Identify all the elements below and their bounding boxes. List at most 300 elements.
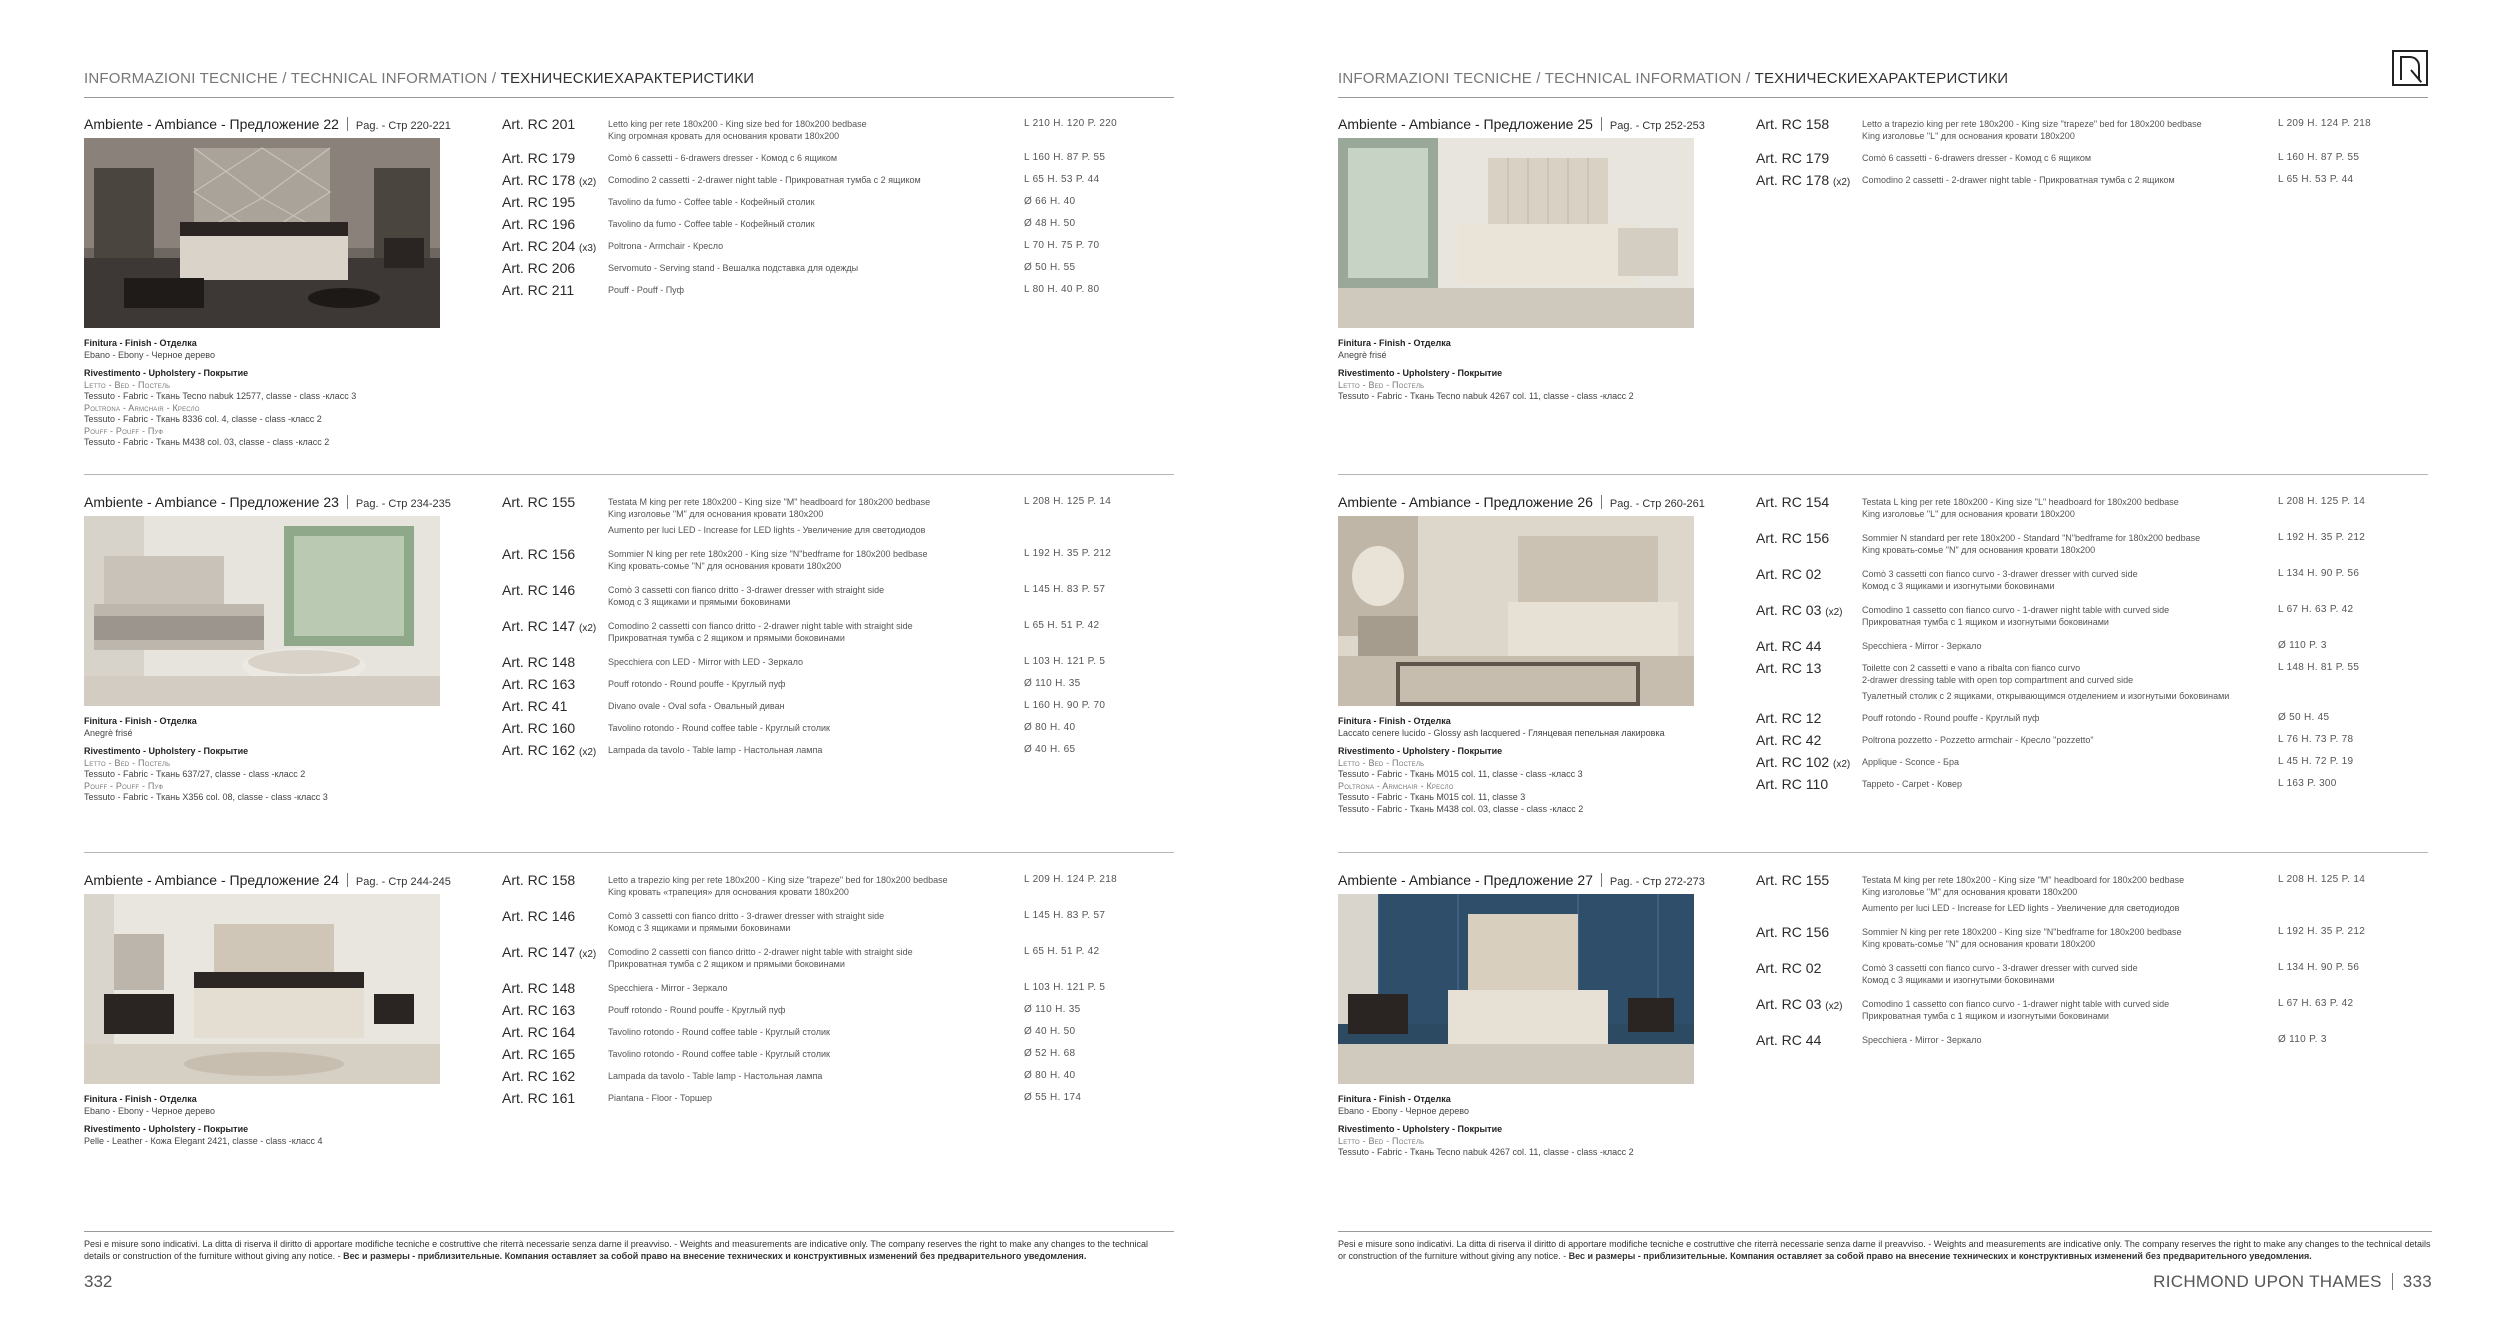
catalog-pages: Pag. - Стр 220-221: [355, 120, 451, 132]
article-dimensions: Ø 66 H. 40: [1024, 196, 1076, 207]
article-code: [502, 282, 574, 298]
article-code: [502, 546, 575, 562]
article-dimensions: Ø 52 H. 68: [1024, 1048, 1076, 1059]
article-number: Art. RC 156: [502, 546, 576, 562]
article-number: Art. RC 161: [502, 1090, 576, 1106]
description-line: Specchiera - Mirror - Зеркало: [1862, 641, 1982, 651]
title-divider: [1601, 117, 1602, 131]
article-code: [1756, 776, 1828, 792]
article-code: [502, 1090, 575, 1106]
description-line: Letto king per rete 180x200 - King size bed for 180x200 bedbase: [608, 119, 867, 129]
article-code: [502, 742, 596, 758]
upholstery-label: Rivestimento - Upholstery - Покрытие: [1338, 746, 1503, 756]
article-description: [1862, 118, 2282, 142]
article-code: [1756, 602, 1842, 618]
finish-value: Anegrè frisé: [84, 727, 133, 738]
description-line: Poltrona pozzetto - Pozzetto armchair - Кресло "pozzetto": [1862, 735, 2094, 745]
article-dimensions: L 163 P. 300: [2278, 778, 2337, 789]
disclaimer-footer: Pesi e misure sono indicativi. La ditta di riserva il diritto di apportare modifiche tecniche e costruttive che riterrà necessarie senza darne il preavviso. - Weights and measurements are indicative only. The company reserves the right to make any changes to the technical details or construction of the furniture without giving any notice. - Вес и размеры - приблизительные. Компания оставляет за собой право на внесение технических и конструктивных изменений без предварительного уведомления.: [84, 1231, 1174, 1262]
article-number: Art. RC 03: [1756, 602, 1822, 618]
article-code: [1756, 172, 1850, 188]
article-number: Art. RC 154: [1756, 494, 1830, 510]
article-code: [502, 676, 575, 692]
article-code: [1756, 566, 1821, 582]
article-code: [502, 908, 575, 924]
article-number: Art. RC 164: [502, 1024, 576, 1040]
article-description: [1862, 734, 2282, 746]
article-description: [608, 620, 1028, 644]
article-code: [502, 116, 575, 132]
finish-label: Finitura - Finish - Отделка: [1338, 716, 1451, 726]
article-description: [1862, 532, 2282, 556]
description-line: Specchiera - Mirror - Зеркало: [608, 983, 728, 993]
article-code: [502, 1068, 575, 1084]
article-dimensions: L 192 H. 35 P. 212: [2278, 532, 2366, 543]
description-line: King изголовье "L" для основания кровати 180x200: [1862, 509, 2075, 519]
article-description: [608, 700, 1028, 712]
description-line: Servomuto - Serving stand - Вешалка подставка для одежды: [608, 263, 859, 273]
description-line: 2-drawer dressing table with open top compartment and curved side: [1862, 675, 2134, 685]
article-dimensions: L 208 H. 125 P. 14: [2278, 874, 2366, 885]
article-description: [608, 722, 1028, 734]
upholstery-value: Pelle - Leather - Кожа Elegant 2421, classe - class -класс 4: [84, 1135, 323, 1146]
article-number: Art. RC 179: [502, 150, 576, 166]
finish-label: Finitura - Finish - Отделка: [1338, 338, 1451, 348]
upholstery-value: Tessuto - Fabric - Ткань M015 col. 11, classe - class -класс 3: [1338, 769, 1583, 779]
article-code: [1756, 754, 1850, 770]
article-code: [502, 494, 575, 510]
article-dimensions: L 210 H. 120 P. 220: [1024, 118, 1117, 129]
ambiance-title: [84, 116, 451, 132]
article-number: Art. RC 03: [1756, 996, 1822, 1012]
article-number: Art. RC 155: [1756, 872, 1830, 888]
article-number: Art. RC 146: [502, 908, 576, 924]
article-dimensions: Ø 80 H. 40: [1024, 722, 1076, 733]
article-dimensions: L 134 H. 90 P. 56: [2278, 962, 2360, 973]
description-line: Comodino 2 cassetti - 2-drawer night table - Прикроватная тумба с 2 ящиком: [1862, 175, 2175, 185]
description-line: Comò 3 cassetti con fianco dritto - 3-drawer dresser with straight side: [608, 911, 885, 921]
description-line: Letto a trapezio king per rete 180x200 - King size "trapeze" bed for 180x200 bedbase: [1862, 119, 2202, 129]
finish-label: Finitura - Finish - Отделка: [84, 1094, 197, 1104]
description-line: Tavolino rotondo - Round coffee table - Круглый столик: [608, 1027, 830, 1037]
article-code: [502, 872, 575, 888]
description-line: Lampada da tavolo - Table lamp - Настольная лампа: [608, 745, 823, 755]
article-description: [1862, 778, 2282, 790]
finish-value: Ebano - Ebony - Черное дерево: [1338, 1105, 1469, 1116]
article-code: [1756, 996, 1842, 1012]
article-quantity: (x2): [579, 177, 597, 188]
article-description: [1862, 568, 2282, 592]
finish-value: Ebano - Ebony - Черное дерево: [84, 349, 215, 360]
article-dimensions: L 192 H. 35 P. 212: [2278, 926, 2366, 937]
article-dimensions: L 148 H. 81 P. 55: [2278, 662, 2360, 673]
upholstery-part: Pouff - Pouff - Пуф: [84, 780, 164, 791]
description-line: King изголовье "М" для основания кровати 180x200: [1862, 887, 2078, 897]
finish-value: Ebano - Ebony - Черное дерево: [84, 1105, 215, 1116]
upholstery-value: Tessuto - Fabric - Ткань Tecno nabuk 4267 col. 11, classe - class -класс 2: [1338, 1147, 1634, 1157]
article-number: Art. RC 158: [1756, 116, 1830, 132]
description-line: Sommier N king per rete 180x200 - King size "N"bedframe for 180x200 bedbase: [608, 549, 928, 559]
article-number: Art. RC 102: [1756, 754, 1830, 770]
upholstery-value: Tessuto - Fabric - Ткань Tecno nabuk 4267 col. 11, classe - class -класс 2: [1338, 391, 1634, 401]
room-photo: [1338, 138, 1694, 328]
article-number: Art. RC 42: [1756, 732, 1822, 748]
upholstery-label: Rivestimento - Upholstery - Покрытие: [84, 1124, 249, 1134]
upholstery-label: Rivestimento - Upholstery - Покрытие: [1338, 1124, 1503, 1134]
article-dimensions: Ø 110 H. 35: [1024, 678, 1081, 689]
title-divider: [347, 117, 348, 131]
article-dimensions: Ø 40 H. 65: [1024, 744, 1076, 755]
article-description: [608, 1092, 1028, 1104]
article-number: Art. RC 146: [502, 582, 576, 598]
description-line: Divano ovale - Oval sofa - Овальный диван: [608, 701, 785, 711]
title-divider: [347, 495, 348, 509]
description-line: King кровать-сомье "N" для основания кровати 180x200: [1862, 545, 2096, 555]
article-description: [1862, 874, 2282, 914]
article-number: Art. RC 02: [1756, 566, 1822, 582]
description-line: Comò 3 cassetti con fianco curvo - 3-drawer dresser with curved side: [1862, 569, 2138, 579]
article-description: [608, 496, 1028, 536]
description-line: King изголовье "М" для основания кровати 180x200: [608, 509, 824, 519]
article-dimensions: L 65 H. 51 P. 42: [1024, 946, 1100, 957]
article-code: [1756, 494, 1829, 510]
finish-info: [1338, 1094, 1738, 1159]
article-number: Art. RC 147: [502, 618, 576, 634]
article-description: [608, 656, 1028, 668]
description-line: Tavolino da fumo - Coffee table - Кофейный столик: [608, 197, 815, 207]
article-description: [1862, 604, 2282, 628]
article-description: [1862, 662, 2282, 702]
article-code: [502, 194, 575, 210]
article-number: Art. RC 163: [502, 676, 576, 692]
description-line: Прикроватная тумба с 2 ящиком и прямыми боковинами: [608, 959, 845, 969]
article-code: [502, 980, 575, 996]
article-description: [608, 118, 1028, 142]
upholstery-value: Tessuto - Fabric - Ткань 8336 col. 4, classe - class -класс 2: [84, 414, 322, 424]
article-description: [1862, 640, 2282, 652]
ambiance-title: [1338, 494, 1705, 510]
article-dimensions: Ø 110 P. 3: [2278, 640, 2327, 651]
title-divider: [1601, 873, 1602, 887]
description-line: Testata M king per rete 180x200 - King size "M" headboard for 180x200 bedbase: [1862, 875, 2185, 885]
page-header: INFORMAZIONI TECNICHE / TECHNICAL INFORMATION / ТЕХНИЧЕСКИЕХАРАКТЕРИСТИКИ: [84, 70, 1174, 98]
article-number: Art. RC 206: [502, 260, 576, 276]
article-dimensions: L 209 H. 124 P. 218: [1024, 874, 1117, 885]
description-line: Comodino 2 cassetti con fianco dritto - 2-drawer night table with straight side: [608, 621, 913, 631]
article-dimensions: L 160 H. 87 P. 55: [2278, 152, 2360, 163]
article-description: [608, 584, 1028, 608]
article-description: [1862, 496, 2282, 520]
article-quantity: (x2): [1825, 607, 1843, 618]
ambiance-name: Ambiente - Ambiance - Предложение 27: [1338, 872, 1593, 888]
description-line: Комод с 3 ящиками и прямыми боковинами: [608, 597, 791, 607]
ambiance-name: Ambiente - Ambiance - Предложение 25: [1338, 116, 1593, 132]
article-dimensions: L 65 H. 51 P. 42: [1024, 620, 1100, 631]
article-dimensions: L 160 H. 90 P. 70: [1024, 700, 1106, 711]
article-quantity: (x2): [1833, 177, 1851, 188]
catalog-pages: Pag. - Стр 260-261: [1609, 498, 1705, 510]
disclaimer-footer: Pesi e misure sono indicativi. La ditta di riserva il diritto di apportare modifiche tecniche e costruttive che riterrà necessarie senza darne il preavviso. - Weights and measurements are indicative only. The company reserves the right to make any changes to the technical details or construction of the furniture without giving any notice. - Вес и размеры - приблизительные. Компания оставляет за собой право на внесение технических и конструктивных изменений без предварительного уведомления.: [1338, 1231, 2432, 1262]
article-description: [1862, 962, 2282, 986]
article-number: Art. RC 179: [1756, 150, 1830, 166]
article-code: [502, 172, 596, 188]
article-number: Art. RC 13: [1756, 660, 1822, 676]
description-line: Aumento per luci LED - Increase for LED lights - Увеличение для светодиодов: [1862, 903, 2180, 913]
article-number: Art. RC 147: [502, 944, 576, 960]
description-line: Туалетный столик с 2 ящиками, открывающимся отделением и изогнутыми боковинами: [1862, 691, 2230, 701]
description-line: Tavolino da fumo - Coffee table - Кофейный столик: [608, 219, 815, 229]
section-divider: [1338, 474, 2428, 475]
article-quantity: (x2): [579, 949, 597, 960]
article-description: [608, 548, 1028, 572]
upholstery-part: Letto - Bed - Постель: [84, 757, 171, 768]
article-description: [608, 218, 1028, 230]
article-code: [1756, 638, 1821, 654]
article-number: Art. RC 155: [502, 494, 576, 510]
article-number: Art. RC 44: [1756, 1032, 1822, 1048]
finish-label: Finitura - Finish - Отделка: [1338, 1094, 1451, 1104]
article-dimensions: Ø 50 H. 45: [2278, 712, 2330, 723]
description-line: Specchiera - Mirror - Зеркало: [1862, 1035, 1982, 1045]
article-number: Art. RC 44: [1756, 638, 1822, 654]
article-code: [502, 150, 575, 166]
ambiance-title: [84, 494, 451, 510]
article-dimensions: L 67 H. 63 P. 42: [2278, 998, 2354, 1009]
catalog-pages: Pag. - Стр 244-245: [355, 876, 451, 888]
description-line: Comodino 2 cassetti - 2-drawer night table - Прикроватная тумба с 2 ящиком: [608, 175, 921, 185]
title-divider: [347, 873, 348, 887]
article-number: Art. RC 178: [502, 172, 576, 188]
section-divider: [84, 852, 1174, 853]
article-number: Art. RC 178: [1756, 172, 1830, 188]
article-dimensions: L 76 H. 73 P. 78: [2278, 734, 2354, 745]
article-dimensions: L 80 H. 40 P. 80: [1024, 284, 1100, 295]
upholstery-label: Rivestimento - Upholstery - Покрытие: [84, 368, 249, 378]
room-photo: [1338, 516, 1694, 706]
article-description: [608, 678, 1028, 690]
article-code: [1756, 924, 1829, 940]
finish-value: Laccato cenere lucido - Glossy ash lacquered - Глянцевая пепельная лакировка: [1338, 727, 1665, 738]
finish-info: [1338, 338, 1738, 403]
article-dimensions: L 160 H. 87 P. 55: [1024, 152, 1106, 163]
article-dimensions: Ø 55 H. 174: [1024, 1092, 1082, 1103]
article-quantity: (x2): [1825, 1001, 1843, 1012]
article-code: [502, 944, 596, 960]
description-line: Specchiera con LED - Mirror with LED - Зеркало: [608, 657, 803, 667]
room-photo: [84, 894, 440, 1084]
article-code: [502, 1002, 575, 1018]
right-page: [1250, 0, 2500, 1334]
catalog-pages: Pag. - Стр 252-253: [1609, 120, 1705, 132]
description-line: Pouff rotondo - Round pouffe - Круглый пуф: [608, 679, 786, 689]
upholstery-part: Letto - Bed - Постель: [84, 379, 171, 390]
description-line: Tappeto - Carpet - Ковер: [1862, 779, 1962, 789]
page-number: 332: [84, 1272, 113, 1291]
article-description: [1862, 926, 2282, 950]
ambiance-title: [1338, 872, 1705, 888]
upholstery-part: Letto - Bed - Постель: [1338, 1135, 1425, 1146]
article-description: [1862, 174, 2282, 186]
article-code: [502, 1046, 575, 1062]
article-dimensions: Ø 40 H. 50: [1024, 1026, 1076, 1037]
article-dimensions: L 145 H. 83 P. 57: [1024, 910, 1106, 921]
finish-info: [84, 716, 484, 804]
brand-logo-icon: [2392, 50, 2428, 86]
article-dimensions: L 103 H. 121 P. 5: [1024, 982, 1106, 993]
section-divider: [84, 474, 1174, 475]
article-description: [608, 196, 1028, 208]
article-code: [1756, 116, 1829, 132]
description-line: Poltrona - Armchair - Кресло: [608, 241, 724, 251]
article-dimensions: L 208 H. 125 P. 14: [2278, 496, 2366, 507]
ambiance-title: [84, 872, 451, 888]
article-dimensions: L 67 H. 63 P. 42: [2278, 604, 2354, 615]
article-number: Art. RC 02: [1756, 960, 1822, 976]
article-dimensions: L 192 H. 35 P. 212: [1024, 548, 1112, 559]
description-line: Sommier N king per rete 180x200 - King size "N"bedframe for 180x200 bedbase: [1862, 927, 2182, 937]
description-line: Комод с 3 ящиками и изогнутыми боковинами: [1862, 975, 2055, 985]
article-code: [1756, 710, 1821, 726]
finish-value: Anegrè frisé: [1338, 349, 1387, 360]
article-number: Art. RC 148: [502, 654, 576, 670]
article-description: [608, 1026, 1028, 1038]
description-line: Прикроватная тумба с 1 ящиком и изогнутыми боковинами: [1862, 617, 2109, 627]
upholstery-value: Tessuto - Fabric - Ткань M438 col. 03, classe - class -класс 2: [84, 437, 330, 447]
description-line: Прикроватная тумба с 2 ящиком и прямыми боковинами: [608, 633, 845, 643]
article-description: [1862, 756, 2282, 768]
article-number: Art. RC 156: [1756, 924, 1830, 940]
description-line: Pouff rotondo - Round pouffe - Круглый пуф: [608, 1005, 786, 1015]
article-number: Art. RC 201: [502, 116, 576, 132]
article-number: Art. RC 162: [502, 742, 576, 758]
article-description: [608, 744, 1028, 756]
section-divider: [1338, 852, 2428, 853]
description-line: King огромная кровать для основания кровати 180x200: [608, 131, 840, 141]
article-code: [502, 698, 567, 714]
page-header: INFORMAZIONI TECNICHE / TECHNICAL INFORMATION / ТЕХНИЧЕСКИЕХАРАКТЕРИСТИКИ: [1338, 70, 2428, 98]
article-code: [502, 216, 575, 232]
description-line: Комод с 3 ящиками и изогнутыми боковинами: [1862, 581, 2055, 591]
article-code: [1756, 960, 1821, 976]
upholstery-value: Tessuto - Fabric - Ткань 637/27, classe - class -класс 2: [84, 769, 306, 779]
article-code: [502, 260, 575, 276]
description-line: Comò 3 cassetti con fianco curvo - 3-drawer dresser with curved side: [1862, 963, 2138, 973]
article-dimensions: L 208 H. 125 P. 14: [1024, 496, 1112, 507]
description-line: Comodino 1 cassetto con fianco curvo - 1-drawer night table with curved side: [1862, 605, 2170, 615]
article-number: Art. RC 163: [502, 1002, 576, 1018]
description-line: Letto a trapezio king per rete 180x200 - King size "trapeze" bed for 180x200 bedbase: [608, 875, 948, 885]
article-code: [502, 1024, 575, 1040]
article-description: [608, 174, 1028, 186]
upholstery-part: Poltrona - Armchair - Кресло: [84, 402, 200, 413]
article-code: [502, 654, 575, 670]
description-line: Comò 6 cassetti - 6-drawers dresser - Комод с 6 ящиком: [1862, 153, 2092, 163]
description-line: Toilette con 2 cassetti e vano a ribalta con fianco curvo: [1862, 663, 2081, 673]
article-quantity: (x2): [1833, 759, 1851, 770]
description-line: Applique - Sconce - Бра: [1862, 757, 1959, 767]
description-line: King кровать-сомье "N" для основания кровати 180x200: [608, 561, 842, 571]
description-line: King кровать-сомье "N" для основания кровати 180x200: [1862, 939, 2096, 949]
finish-label: Finitura - Finish - Отделка: [84, 716, 197, 726]
article-code: [1756, 732, 1821, 748]
article-dimensions: L 65 H. 53 P. 44: [2278, 174, 2354, 185]
description-line: Tavolino rotondo - Round coffee table - Круглый столик: [608, 723, 830, 733]
article-description: [608, 1004, 1028, 1016]
article-dimensions: L 103 H. 121 P. 5: [1024, 656, 1106, 667]
article-dimensions: Ø 110 P. 3: [2278, 1034, 2327, 1045]
article-number: Art. RC 41: [502, 698, 568, 714]
article-description: [608, 946, 1028, 970]
upholstery-part: Letto - Bed - Постель: [1338, 757, 1425, 768]
article-number: Art. RC 196: [502, 216, 576, 232]
article-quantity: (x2): [579, 747, 597, 758]
article-code: [502, 238, 596, 254]
catalog-pages: Pag. - Стр 272-273: [1609, 876, 1705, 888]
article-dimensions: Ø 50 H. 55: [1024, 262, 1076, 273]
description-line: Комод с 3 ящиками и прямыми боковинами: [608, 923, 791, 933]
ambiance-name: Ambiente - Ambiance - Предложение 26: [1338, 494, 1593, 510]
article-number: Art. RC 148: [502, 980, 576, 996]
article-code: [502, 618, 596, 634]
article-dimensions: Ø 80 H. 40: [1024, 1070, 1076, 1081]
article-code: [502, 720, 575, 736]
article-dimensions: Ø 110 H. 35: [1024, 1004, 1081, 1015]
upholstery-value: Tessuto - Fabric - Ткань M438 col. 03, classe - class -класс 2: [1338, 803, 1584, 814]
upholstery-label: Rivestimento - Upholstery - Покрытие: [84, 746, 249, 756]
article-number: Art. RC 165: [502, 1046, 576, 1062]
ambiance-name: Ambiente - Ambiance - Предложение 22: [84, 116, 339, 132]
article-dimensions: L 134 H. 90 P. 56: [2278, 568, 2360, 579]
description-line: Comò 3 cassetti con fianco dritto - 3-drawer dresser with straight side: [608, 585, 885, 595]
description-line: Tavolino rotondo - Round coffee table - Круглый столик: [608, 1049, 830, 1059]
description-line: Pouff - Pouff - Пуф: [608, 285, 684, 295]
description-line: King изголовье "L" для основания кровати 180x200: [1862, 131, 2075, 141]
room-photo: [84, 516, 440, 706]
article-description: [608, 284, 1028, 296]
upholstery-value: Tessuto - Fabric - Ткань M015 col. 11, classe 3: [1338, 792, 1526, 802]
upholstery-label: Rivestimento - Upholstery - Покрытие: [1338, 368, 1503, 378]
finish-info: [84, 338, 484, 449]
ambiance-name: Ambiente - Ambiance - Предложение 24: [84, 872, 339, 888]
article-number: Art. RC 12: [1756, 710, 1822, 726]
article-code: [1756, 530, 1829, 546]
article-number: Art. RC 211: [502, 282, 575, 298]
article-number: Art. RC 195: [502, 194, 576, 210]
article-description: [608, 1048, 1028, 1060]
description-line: Comodino 2 cassetti con fianco dritto - 2-drawer night table with straight side: [608, 947, 913, 957]
description-line: Comodino 1 cassetto con fianco curvo - 1-drawer night table with curved side: [1862, 999, 2170, 1009]
article-dimensions: Ø 48 H. 50: [1024, 218, 1076, 229]
article-number: Art. RC 160: [502, 720, 576, 736]
article-dimensions: L 65 H. 53 P. 44: [1024, 174, 1100, 185]
article-description: [608, 910, 1028, 934]
article-description: [608, 874, 1028, 898]
article-description: [608, 1070, 1028, 1082]
article-number: Art. RC 162: [502, 1068, 576, 1084]
upholstery-value: Tessuto - Fabric - Ткань Tecno nabuk 12577, classe - class -класс 3: [84, 391, 357, 401]
upholstery-part: Pouff - Pouff - Пуф: [84, 425, 164, 436]
article-dimensions: L 209 H. 124 P. 218: [2278, 118, 2371, 129]
article-description: [1862, 712, 2282, 724]
description-line: Testata M king per rete 180x200 - King size "M" headboard for 180x200 bedbase: [608, 497, 931, 507]
article-dimensions: L 45 H. 72 P. 19: [2278, 756, 2354, 767]
article-dimensions: L 145 H. 83 P. 57: [1024, 584, 1106, 595]
description-line: Прикроватная тумба с 1 ящиком и изогнутыми боковинами: [1862, 1011, 2109, 1021]
article-description: [608, 982, 1028, 994]
article-number: Art. RC 204: [502, 238, 576, 254]
article-description: [608, 262, 1028, 274]
room-photo: [84, 138, 440, 328]
